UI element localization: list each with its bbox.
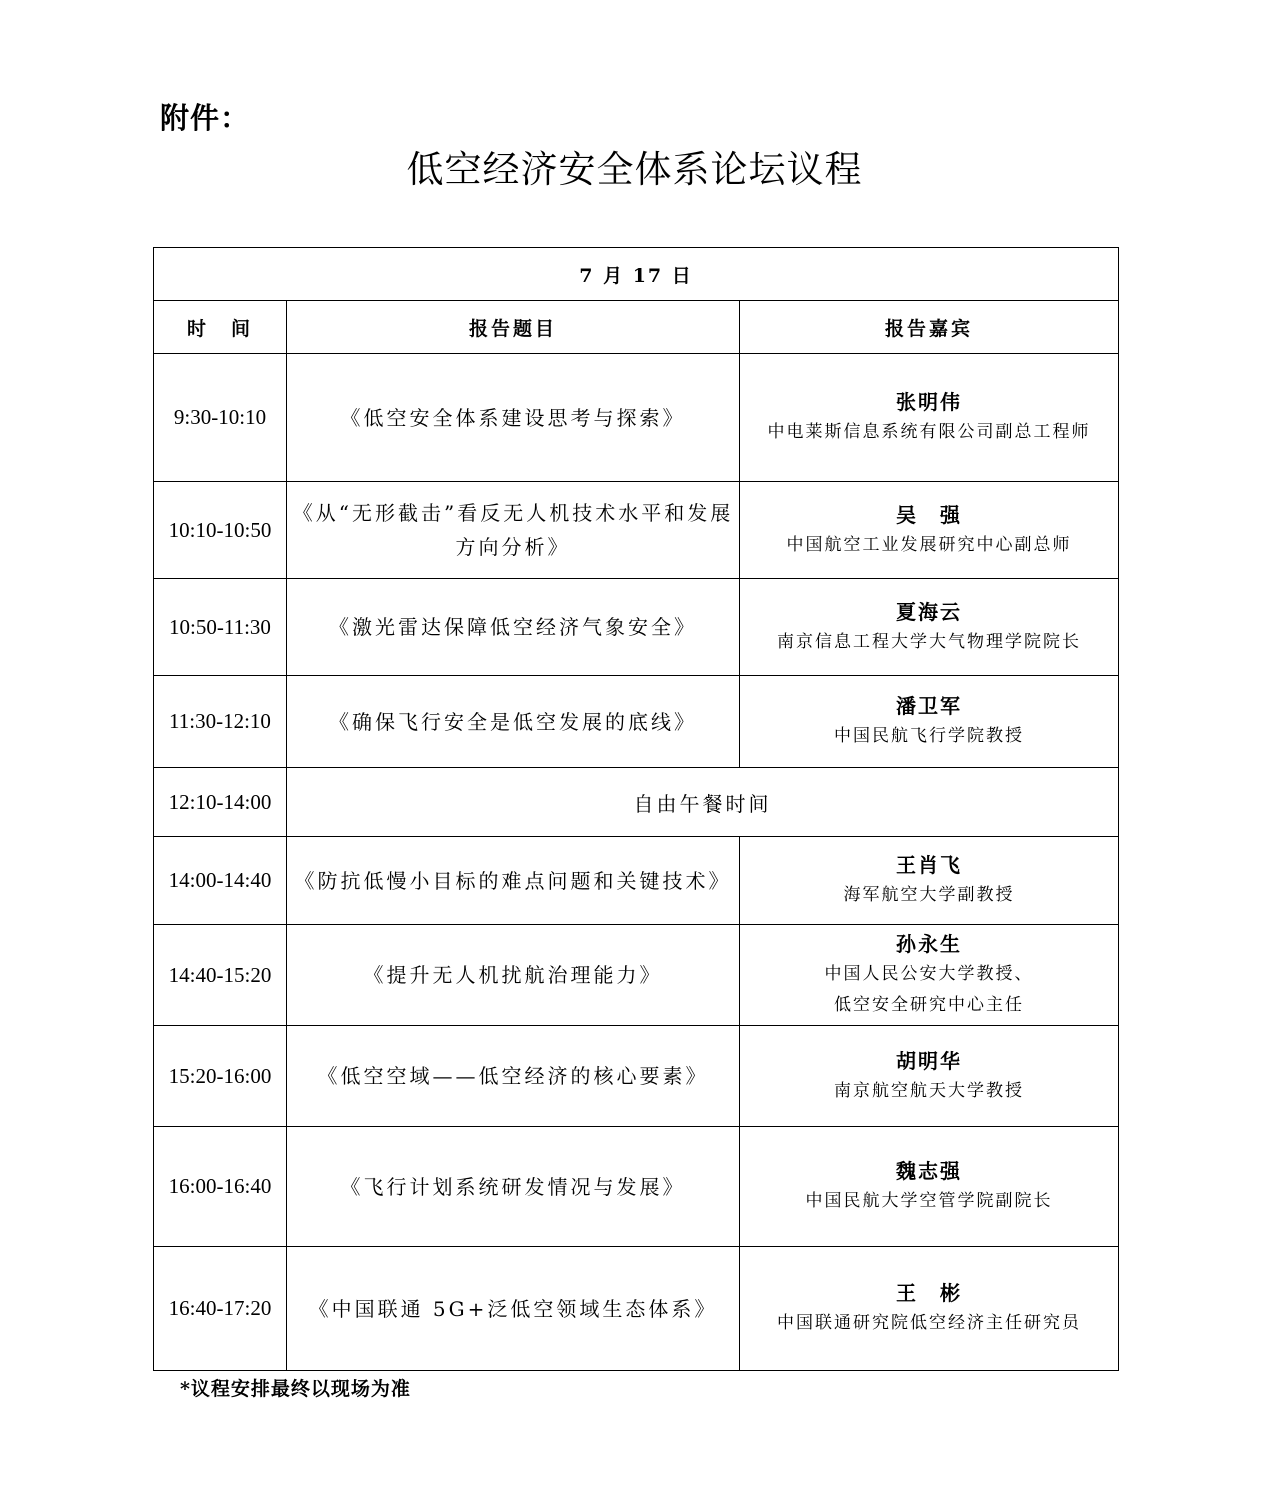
topic-cell: 《从“无形截击”看反无人机技术水平和发展方向分析》 (287, 482, 740, 579)
header-speaker: 报告嘉宾 (740, 301, 1119, 354)
topic-cell: 《飞行计划系统研发情况与发展》 (287, 1127, 740, 1247)
speaker-title: 中国联通研究院低空经济主任研究员 (777, 1313, 1082, 1333)
speaker-cell (740, 1127, 1119, 1247)
header-time: 时 间 (154, 301, 287, 354)
speaker-name: 潘卫军 (896, 694, 963, 718)
time-cell: 9:30-10:10 (154, 354, 287, 482)
speaker-title: 南京航空航天大学教授 (834, 1080, 1025, 1101)
speaker-cell (740, 925, 1119, 1026)
speaker-name: 吴 强 (896, 502, 963, 527)
topic-cell: 《低空安全体系建设思考与探索》 (287, 354, 740, 482)
time-cell: 10:50-11:30 (154, 579, 287, 676)
time-cell: 11:30-12:10 (154, 676, 287, 768)
time-cell: 10:10-10:50 (154, 482, 287, 579)
speaker-name: 王肖飞 (896, 853, 963, 877)
time-cell: 14:40-15:20 (154, 925, 287, 1026)
table-row (154, 579, 1119, 676)
speaker-title: 低空安全研究中心主任 (834, 995, 1025, 1015)
table-row (154, 1247, 1119, 1371)
speaker-cell (740, 837, 1119, 925)
lunch-row (154, 768, 1119, 837)
speaker-cell (740, 482, 1119, 579)
footnote: *议程安排最终以现场为准 (180, 1378, 411, 1400)
speaker-name: 魏志强 (896, 1159, 963, 1183)
speaker-name: 王 彬 (896, 1281, 963, 1305)
table-row (154, 1026, 1119, 1127)
speaker-cell (740, 1247, 1119, 1371)
date-cell: 7 月 17 日 (154, 248, 1119, 301)
topic-cell: 《防抗低慢小目标的难点问题和关键技术》 (287, 837, 740, 925)
speaker-cell (740, 1026, 1119, 1127)
time-cell: 15:20-16:00 (154, 1026, 287, 1127)
table-row (154, 482, 1119, 579)
date-row (154, 248, 1119, 301)
topic-cell: 《中国联通 5G+泛低空领域生态体系》 (287, 1247, 740, 1371)
speaker-cell (740, 354, 1119, 482)
header-topic: 报告题目 (287, 301, 740, 354)
attachment-label: 附件： (160, 101, 251, 135)
header-row (154, 301, 1119, 354)
time-cell: 14:00-14:40 (154, 837, 287, 925)
topic-cell: 《确保飞行安全是低空发展的底线》 (287, 676, 740, 768)
lunch-cell: 自由午餐时间 (287, 768, 1119, 837)
time-cell: 12:10-14:00 (154, 768, 287, 837)
table-row (154, 837, 1119, 925)
speaker-title: 中国民航飞行学院教授 (834, 726, 1025, 746)
speaker-title: 南京信息工程大学大气物理学院院长 (777, 631, 1082, 652)
table-row (154, 1127, 1119, 1247)
speaker-title: 中国航空工业发展研究中心副总师 (786, 534, 1072, 555)
speaker-name: 孙永生 (896, 932, 963, 956)
page-title: 低空经济安全体系论坛议程 (406, 148, 863, 191)
time-cell: 16:00-16:40 (154, 1127, 287, 1247)
speaker-title: 中国人民公安大学教授、 (824, 964, 1034, 984)
speaker-cell (740, 579, 1119, 676)
topic-cell: 《提升无人机扰航治理能力》 (287, 925, 740, 1026)
topic-cell: 《激光雷达保障低空经济气象安全》 (287, 579, 740, 676)
speaker-title: 海军航空大学副教授 (843, 885, 1015, 905)
speaker-title: 中电莱斯信息系统有限公司副总工程师 (767, 422, 1091, 442)
speaker-name: 胡明华 (896, 1048, 963, 1073)
table-row (154, 354, 1119, 482)
time-cell: 16:40-17:20 (154, 1247, 287, 1371)
speaker-name: 夏海云 (896, 599, 963, 624)
topic-cell: 《低空空域——低空经济的核心要素》 (287, 1026, 740, 1127)
speaker-title: 中国民航大学空管学院副院长 (805, 1191, 1053, 1211)
speaker-cell (740, 676, 1119, 768)
agenda-table (153, 247, 1119, 1371)
speaker-name: 张明伟 (896, 390, 963, 414)
table-row (154, 676, 1119, 768)
table-row (154, 925, 1119, 1026)
